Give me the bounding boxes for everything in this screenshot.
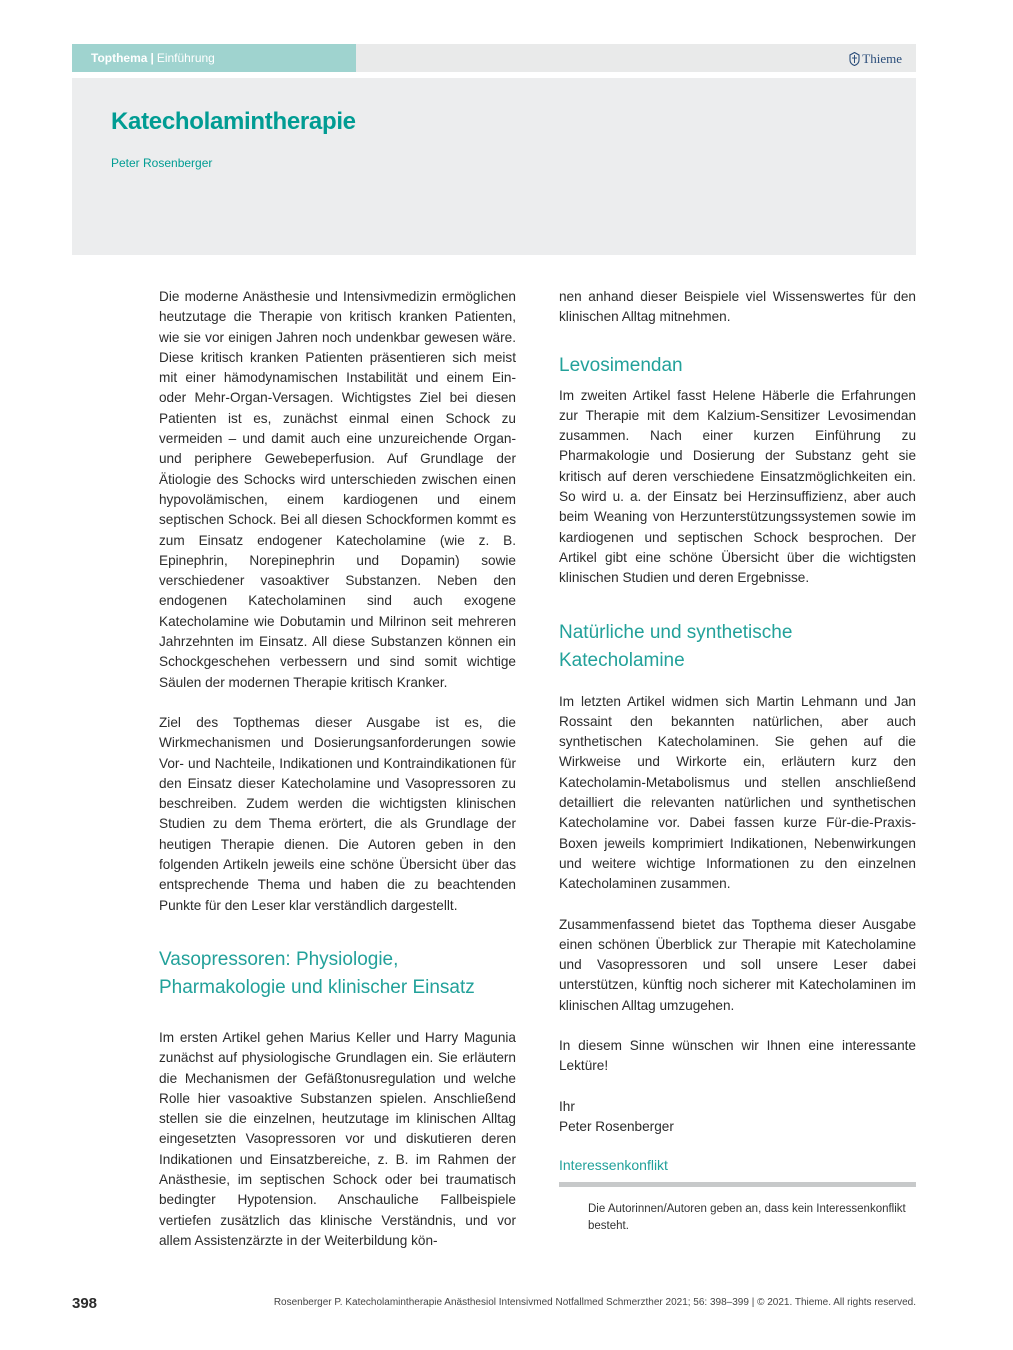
page-number: 398 [72, 1295, 98, 1312]
paragraph: Die moderne Anästhesie und Intensivmedizin ermöglichen heutzutage die Therapie von kritisch kranken Patienten, wie sie vor einigen Jahren noch undenkbar gewesen wäre. Diese kritisch kranken Patienten präsentieren sich meist mit einer hämodynamischen Instabilität und einem Ein- oder Mehr-Organ-Versagen. Wichtigstes Ziel bei diesen Patienten ist es, zunächst einmal einen Schock zu vermeiden – und damit auch eine unzureichende Organ- und periphere Gewebeperfusion. Auf Grundlage der Ätiologie des Schocks wird unterschieden zwischen einen hypovolämischen, einem kardiogenen und einem septischen Schock. Bei all diesen Schockformen kommt es zum Einsatz endogener Katecholamine (wie z. B. Epinephrin, Norepinephrin und Dopamin) sowie verschiedener vasoaktiver Substanzen. Neben den endogenen Katecholaminen sind auch exogene Katecholamine wie Dobutamin und Milrinon seit mehreren Jahrzehnten im Einsatz. All diese Substanzen können ein Schockgeschehen verbessern und sind somit wichtige Säulen der modernen Therapie kritisch Kranker. [159, 289, 516, 690]
right-column [559, 287, 916, 1235]
article-header [72, 78, 916, 255]
thieme-emblem-icon [849, 52, 860, 66]
publisher-name: Thieme [862, 51, 902, 66]
heading-line: Vasopressoren: Physiologie, [159, 948, 399, 970]
section-label: Topthema [91, 51, 148, 65]
paragraph: In diesem Sinne wünschen wir Ihnen eine interessante Lektüre! [559, 1038, 916, 1074]
top-bar [72, 44, 916, 72]
conflict-text: Die Autorinnen/Autoren geben an, dass kein Interessenkonflikt besteht. [588, 1202, 906, 1232]
paragraph: Im ersten Artikel gehen Marius Keller und Harry Magunia zunächst auf physiologische Grundlagen ein. Sie erläutern die Mechanismen der Gefäßtonusregulation und welche Rolle hier vasoaktive Substanzen spielen. Anschließend stellen sie die einzelnen, heutzutage im klinischen Alltag eingesetzten Vasopressoren vor und diskutieren deren Indikationen und Einsatzbereiche, z. B. im Rahmen der Anästhesie, im septischen Schock oder bei traumatisch bedingter Hypotension. Anschauliche Fallbeispiele vertiefen zusätzlich das klinische Verständnis, und vor allem Assistenzärzte in der Weiterbildung kön- [159, 1029, 516, 1248]
heading-line: Pharmakologie und klinischer Einsatz [159, 976, 475, 998]
page-title: Katecholamintherapie [111, 108, 356, 135]
heading-line: Natürliche und synthetische [559, 621, 793, 643]
subsection-label: Einführung [156, 51, 215, 65]
conflict-divider [559, 1182, 916, 1187]
paragraph: Im zweiten Artikel fasst Helene Häberle die Erfahrungen zur Therapie mit dem Kalzium-Sensitizer Levosimendan zusammen. Nach einer kurzen Einführung zu Pharmakologie und Dosierung der Substanz geht sie kritisch auf deren verschiedene Einsatzmöglichkeiten ein. So wird u. a. der Einsatz bei Herzinsuffizienz, aber auch beim Weaning von Herzunterstützungssystemen sowie im kardiogenen und septischen Schock besprochen. Der Artikel gibt eine schöne Übersicht über die wichtigsten klinischen Studien und deren Ergebnisse. [559, 387, 916, 586]
paragraph: Zusammenfassend bietet das Topthema dieser Ausgabe einen schönen Überblick zur Therapie mit Katecholamine und Vasopressoren und soll unsere Leser dabei unterstützen, künftig noch sicherer mit Katecholaminen im klinischen Alltag umzugehen. [559, 916, 916, 1013]
paragraph: nen anhand dieser Beispiele viel Wissenswertes für den klinischen Alltag mitnehmen. [559, 289, 916, 325]
author-name: Peter Rosenberger [111, 156, 213, 170]
publisher-logo [849, 51, 902, 67]
section-heading-katecholamine [559, 619, 916, 675]
closing-line: Ihr [559, 1098, 575, 1114]
section-heading-levosimendan: Levosimendan [559, 354, 683, 376]
left-column [159, 287, 516, 1251]
conflict-box [559, 1155, 916, 1234]
signature: Peter Rosenberger [559, 1118, 674, 1134]
heading-line: Katecholamine [559, 649, 685, 671]
section-separator: | [150, 51, 154, 65]
paragraph: Im letzten Artikel widmen sich Martin Lehmann und Jan Rossaint den bekannten natürlichen, aber auch synthetischen Katecholaminen. Sie gehen auf die Wirkweise und Wirkorte ein, erläutern kurz den Katecholamin-Metabolismus und stellen anschließend detailliert die relevanten natürlichen und synthetischen Katecholamine vor. Dabei fassen kurze Für-die-Praxis-Boxen jeweils komprimiert Indikationen, Nebenwirkungen und weitere wichtige Informationen zu den einzelnen Katecholaminen zusammen. [559, 693, 916, 892]
section-tag [72, 44, 356, 72]
conflict-title: Interessenkonflikt [559, 1157, 668, 1174]
footer-citation: Rosenberger P. Katecholamintherapie Anästhesiol Intensivmed Notfallmed Schmerzther 2021; 56: 398–399 | © 2021. Thieme. All rights reserved. [273, 1297, 916, 1308]
paragraph: Ziel des Topthemas dieser Ausgabe ist es, die Wirkmechanismen und Dosierungsanforderungen sowie Vor- und Nachteile, Indikationen und Kontraindikationen für den Einsatz dieser Katecholamine und Vasopressoren zu beschreiben. Zudem werden die wichtigsten klinischen Studien zu dem Thema erörtert, die als Grundlage der heutigen Therapie dienen. Die Autoren geben in den folgenden Artikeln jeweils eine schöne Übersicht über das entsprechende Thema und haben die zu beachtenden Punkte für den Leser klar verständlich dargestellt. [159, 714, 516, 913]
section-heading-vasopressoren [159, 946, 516, 1002]
